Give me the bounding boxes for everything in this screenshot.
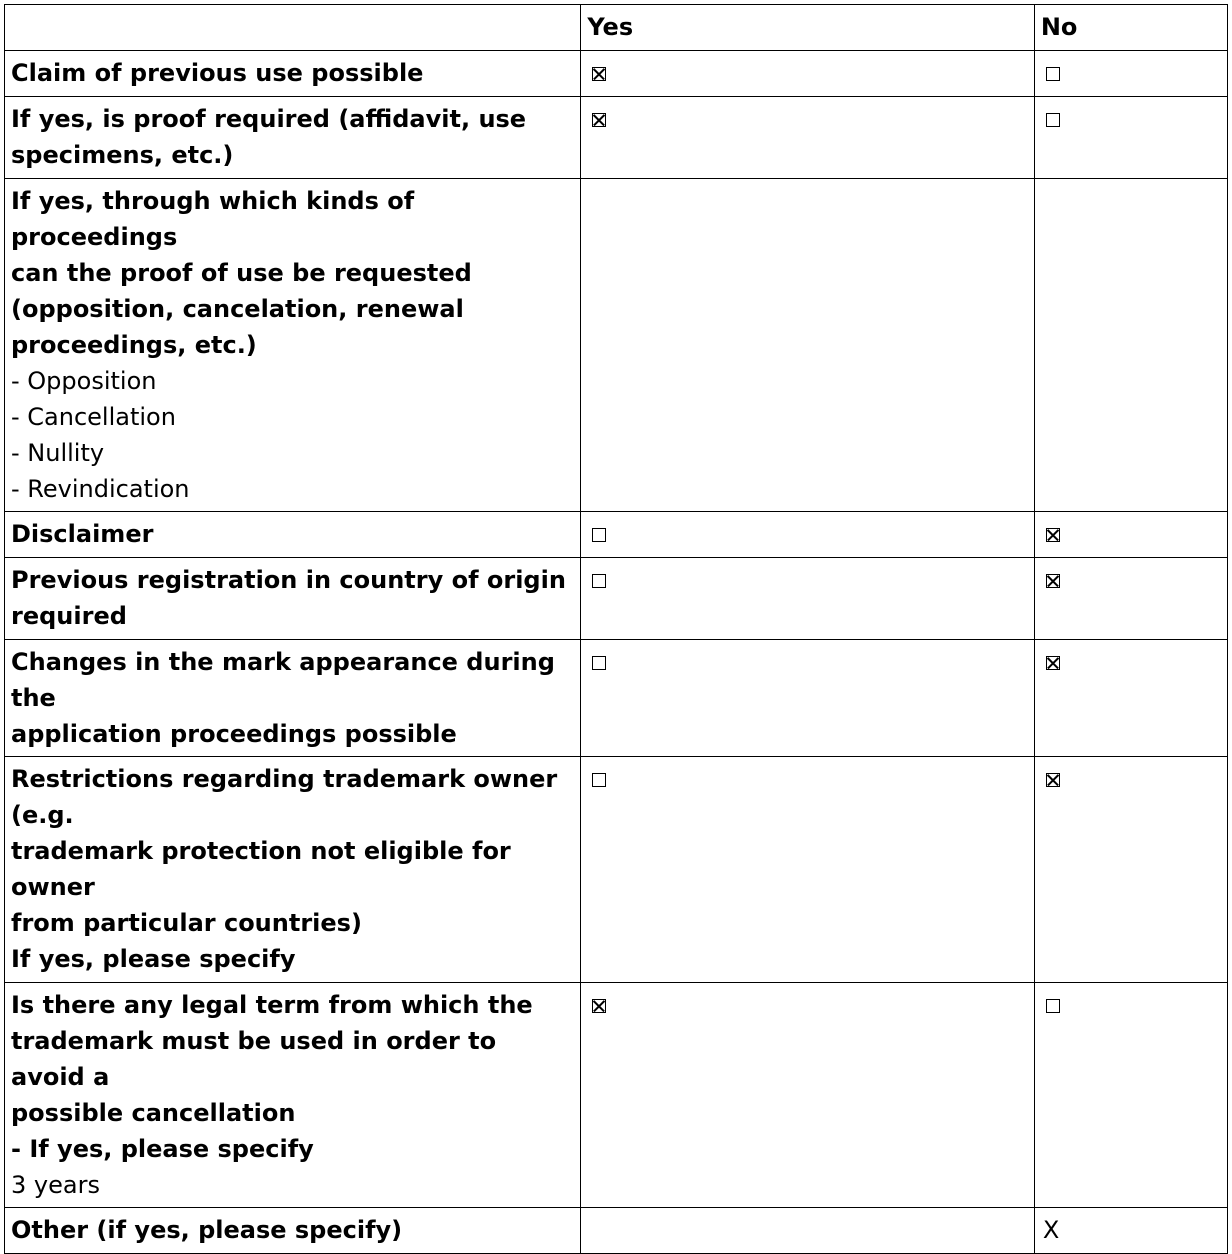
proceeding-item: - Revindication xyxy=(11,475,190,503)
yes-cell xyxy=(581,1208,1034,1254)
question-cell xyxy=(5,640,581,757)
yes-cell xyxy=(581,179,1034,512)
question-text: Is there any legal term from which the xyxy=(11,991,533,1019)
proceeding-item: - Opposition xyxy=(11,367,157,395)
no-checkbox-checked[interactable] xyxy=(1046,773,1060,787)
proceeding-item: - Cancellation xyxy=(11,403,176,431)
yes-checkbox[interactable] xyxy=(592,528,606,542)
yes-cell xyxy=(581,640,1034,757)
no-checkbox[interactable] xyxy=(1046,113,1060,127)
no-cell xyxy=(1034,51,1227,97)
row-other xyxy=(5,1208,1228,1254)
question-text: (opposition, cancelation, renewal xyxy=(11,295,464,323)
question-text: If yes, through which kinds of proceedings xyxy=(11,187,415,251)
yes-cell xyxy=(581,757,1034,983)
yes-cell xyxy=(581,558,1034,640)
yes-cell xyxy=(581,97,1034,179)
no-cell xyxy=(1034,179,1227,512)
no-x-mark: X xyxy=(1042,1216,1060,1244)
answer-text: 3 years xyxy=(11,1171,100,1199)
yes-checkbox-checked[interactable] xyxy=(592,67,606,81)
no-cell xyxy=(1034,757,1227,983)
no-checkbox-checked[interactable] xyxy=(1046,528,1060,542)
row-claim-previous-use xyxy=(5,51,1228,97)
yes-checkbox[interactable] xyxy=(592,656,606,670)
row-proceedings xyxy=(5,179,1228,512)
question-text: If yes, is proof required (affidavit, use xyxy=(11,105,527,133)
question-text: specimens, etc.) xyxy=(11,141,234,169)
row-previous-registration xyxy=(5,558,1228,640)
yes-cell xyxy=(581,51,1034,97)
no-checkbox[interactable] xyxy=(1046,999,1060,1013)
question-cell xyxy=(5,179,581,512)
no-cell xyxy=(1034,1208,1227,1254)
row-disclaimer xyxy=(5,512,1228,558)
proceeding-item: - Nullity xyxy=(11,439,105,467)
yes-cell xyxy=(581,512,1034,558)
question-text: Other (if yes, please specify) xyxy=(11,1216,403,1244)
no-cell xyxy=(1034,558,1227,640)
row-proof-required xyxy=(5,97,1228,179)
no-checkbox-checked[interactable] xyxy=(1046,656,1060,670)
question-text: application proceedings possible xyxy=(11,720,457,748)
question-text: If yes, please specify xyxy=(11,945,296,973)
header-yes-cell: Yes xyxy=(581,5,1034,51)
question-cell xyxy=(5,558,581,640)
no-checkbox[interactable] xyxy=(1046,67,1060,81)
question-cell xyxy=(5,983,581,1208)
question-text: Previous registration in country of origin xyxy=(11,566,566,594)
question-cell xyxy=(5,51,581,97)
yes-cell xyxy=(581,983,1034,1208)
question-cell xyxy=(5,512,581,558)
row-mark-changes xyxy=(5,640,1228,757)
yes-checkbox-checked[interactable] xyxy=(592,999,606,1013)
yes-checkbox-checked[interactable] xyxy=(592,113,606,127)
no-cell xyxy=(1034,640,1227,757)
question-text: Changes in the mark appearance during the xyxy=(11,648,555,712)
question-cell xyxy=(5,757,581,983)
header-question-cell xyxy=(5,5,581,51)
question-text: from particular countries) xyxy=(11,909,362,937)
row-legal-term xyxy=(5,983,1228,1208)
no-cell xyxy=(1034,983,1227,1208)
question-cell xyxy=(5,97,581,179)
question-cell xyxy=(5,1208,581,1254)
question-text: Restrictions regarding trademark owner (e.g. xyxy=(11,765,558,829)
header-no-cell: No xyxy=(1034,5,1227,51)
question-text: Disclaimer xyxy=(11,520,154,548)
question-text: Claim of previous use possible xyxy=(11,59,424,87)
row-owner-restrictions xyxy=(5,757,1228,983)
no-cell xyxy=(1034,512,1227,558)
yes-checkbox[interactable] xyxy=(592,574,606,588)
trademark-questionnaire-table xyxy=(4,4,1228,1254)
question-text: required xyxy=(11,602,127,630)
yes-checkbox[interactable] xyxy=(592,773,606,787)
question-text: proceedings, etc.) xyxy=(11,331,257,359)
header-row xyxy=(5,5,1228,51)
question-text: trademark protection not eligible for owner xyxy=(11,837,511,901)
question-text: possible cancellation xyxy=(11,1099,296,1127)
no-cell xyxy=(1034,97,1227,179)
question-text: trademark must be used in order to avoid a xyxy=(11,1027,497,1091)
no-checkbox-checked[interactable] xyxy=(1046,574,1060,588)
question-text: can the proof of use be requested xyxy=(11,259,472,287)
question-text: - If yes, please specify xyxy=(11,1135,314,1163)
